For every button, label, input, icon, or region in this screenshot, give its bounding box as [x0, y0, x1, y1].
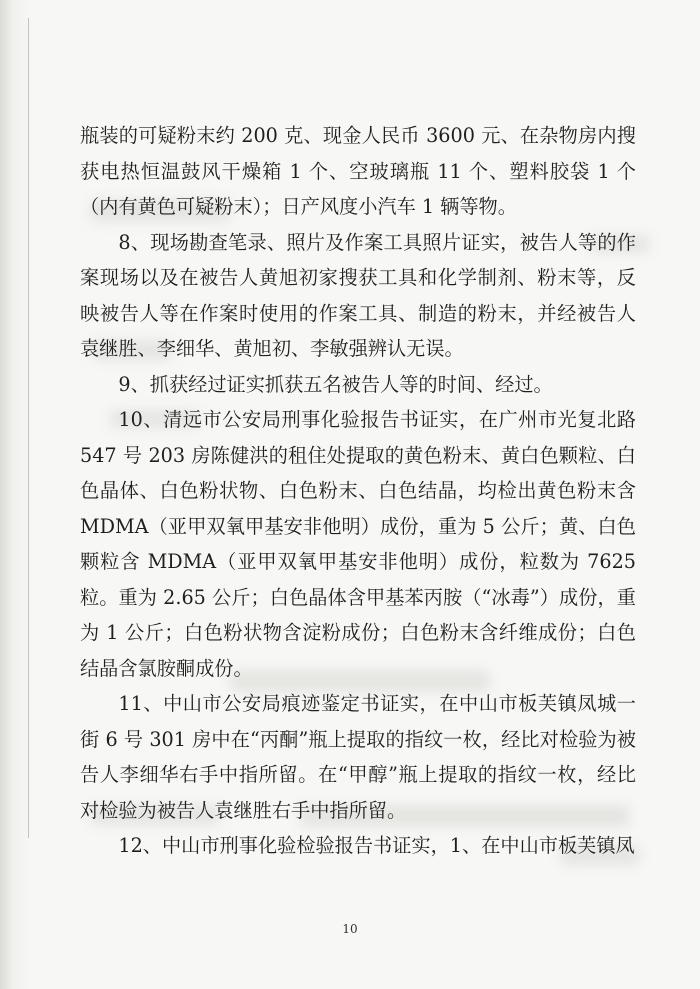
paragraph-continued: 瓶装的可疑粉末约 200 克、现金人民币 3600 元、在杂物房内搜获电热恒温鼓风干燥箱 1 个、空玻璃瓶 11 个、塑料胶袋 1 个（内有黄色可疑粉末）；日产风度小汽车 1 辆等物。 — [80, 124, 636, 218]
margin-rule-line — [28, 18, 29, 838]
page-binding-edge — [0, 0, 30, 989]
page-number: 10 — [342, 922, 358, 936]
paragraph-item-9: 9、抓获经过证实抓获五名被告人等的时间、经过。 — [118, 372, 553, 396]
paragraph-item-12: 12、中山市刑事化验检验报告书证实，1、在中山市板芙镇凤 — [118, 834, 635, 857]
document-body — [80, 118, 636, 864]
paragraph-item-8: 8、现场勘查笔录、照片及作案工具照片证实，被告人等的作案现场以及在被告人黄旭初家搜获工具和化学制剂、粉末等，反映被告人等在作案时使用的作案工具、制造的粉末，并经被告人袁继胜、李细华、黄旭初、李敏强辨认无误。 — [80, 230, 636, 360]
paragraph-item-10: 10、清远市公安局刑事化验报告书证实，在广州市光复北路 547 号 203 房陈健洪的租住处提取的黄色粉末、黄白色颗粒、白色晶体、白色粉状物、白色粉末、白色结晶，均检出黄色粉末含 MDMA（亚甲双氧甲基安非他明）成份，重为 5 公斤；黄、白色颗粒含 MDMA（亚甲双氧甲基安非他明）成份，粒数为 7625 粒。重为 2.65 公斤；白色晶体含甲基苯丙胺（“冰毒”）成份，重为 1 公斤；白色粉状物含淀粉成份；白色粉末含纤维成份；白色结晶含氯胺酮成份。 — [80, 408, 636, 680]
paragraph-item-11: 11、中山市公安局痕迹鉴定书证实，在中山市板芙镇凤城一街 6 号 301 房中在“丙酮”瓶上提取的指纹一枚，经比对检验为被告人李细华右手中指所留。在“甲醇”瓶上提取的指纹一枚，经比对检验为被告人袁继胜右手中指所留。 — [80, 692, 636, 822]
